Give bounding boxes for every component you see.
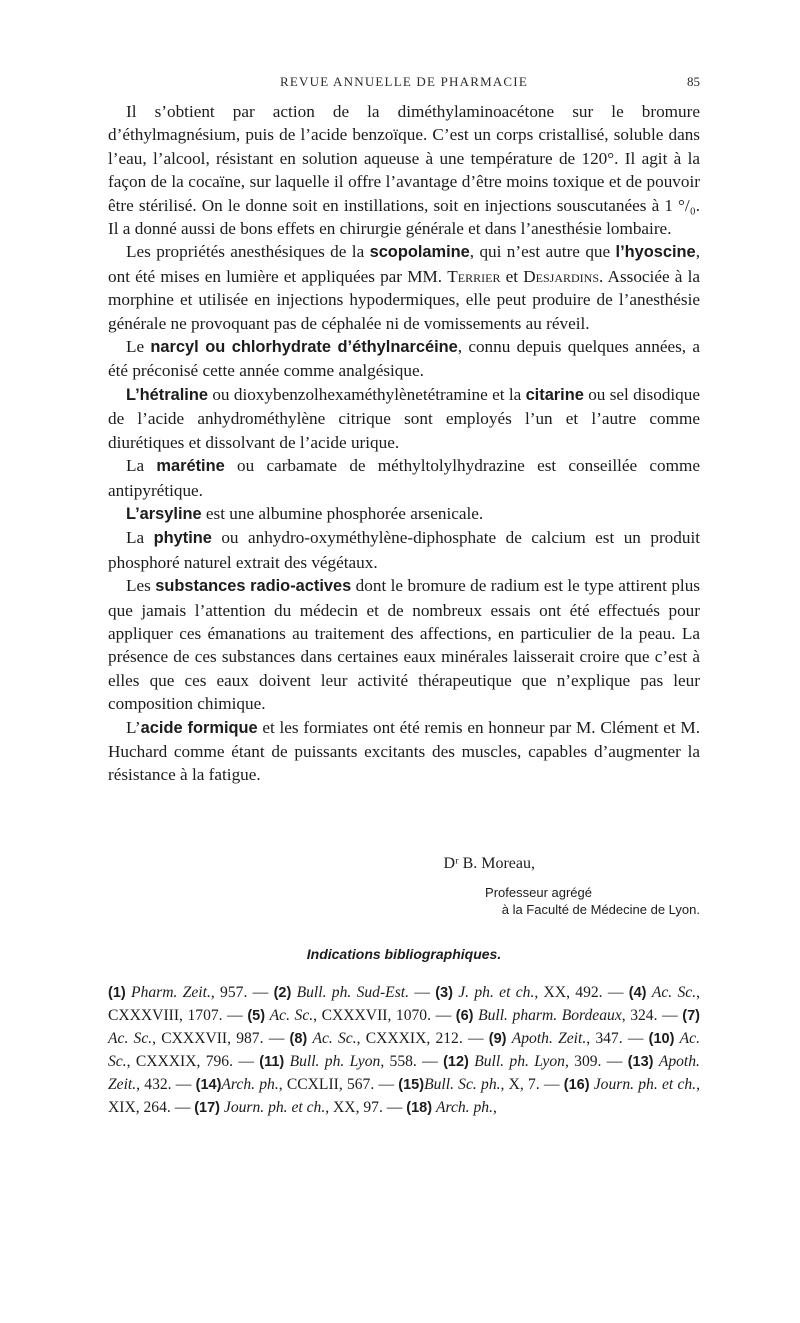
text-run: ou sel disodique de l’acide anhydrométhylène citrique sont employés l’un et l’autre comme diurétiques et dissolvant de l’acide urique. (108, 384, 700, 452)
journal-title: Bull. ph. Lyon (289, 1052, 381, 1070)
keyword-term: phytine (153, 529, 212, 548)
reference-number: (16) (563, 1076, 590, 1093)
text-run: , CXXXVII, 987. — (152, 1029, 290, 1047)
body-paragraph (108, 502, 700, 526)
text-run: , CXXXVIII, 1707. — (108, 984, 700, 1024)
author-name: Dʳ B. Moreau, (443, 855, 535, 872)
reference-number: (8) (289, 1030, 308, 1047)
text-run: et (500, 266, 524, 286)
text-run: ou carbamate de méthyltolylhydrazine est conseillée comme antipyrétique. (108, 456, 701, 500)
reference-number: (14) (195, 1076, 222, 1093)
reference-number: (18) (406, 1099, 433, 1116)
keyword-term: L’arsyline (126, 504, 202, 523)
text-run: L’ (126, 717, 141, 737)
reference-number: (17) (194, 1099, 220, 1116)
keyword-term: citarine (525, 385, 584, 404)
reference-number: (3) (435, 985, 453, 1001)
journal-title: Bull. pharm. Bordeaux (478, 1006, 622, 1024)
journal-title: Bull. ph. Lyon (474, 1052, 565, 1070)
text-run: , (492, 1098, 497, 1116)
reference-number: (13) (627, 1053, 654, 1070)
bibliography-heading: Indications bibliographiques. (306, 946, 502, 962)
reference-number: (5) (247, 1007, 266, 1024)
reference-number: (1) (108, 985, 126, 1001)
running-title: REVUE ANNUELLE DE PHARMACIE (280, 74, 528, 89)
journal-title: Journ. ph. et ch. (593, 1075, 697, 1093)
text-run: et les formiates ont été remis en honneur par M. Clément et M. Huchard comme étant de puissants excitants des muscles, capables d’augmenter la résistance à la fatigue. (108, 717, 700, 785)
journal-title: Arch. ph. (435, 1098, 493, 1116)
journal-title: Bull. Sc. ph. (424, 1075, 501, 1093)
person-name: Desjardins (523, 266, 599, 286)
text-run: ou anhydro-oxyméthylène-diphosphate de calcium est un produit phosphoré naturel extrait des végétaux. (108, 528, 700, 572)
text-run: , qui n’est autre que (469, 242, 616, 262)
text-run: , X, 7. — (500, 1075, 564, 1093)
author-affiliation: à la Faculté de Médecine de Lyon. (501, 902, 700, 917)
text-run: La (126, 528, 154, 548)
text-run: , 432. — (136, 1075, 196, 1093)
text-run: Le (126, 337, 151, 357)
bibliography-paragraph (108, 982, 700, 1119)
page-number: 85 (687, 74, 700, 89)
text-run: Les (126, 576, 156, 596)
journal-title: J. ph. et ch. (458, 984, 535, 1001)
reference-number: (7) (682, 1007, 700, 1024)
body-paragraph (108, 240, 700, 335)
article-body (108, 100, 700, 787)
body-paragraph (108, 526, 700, 574)
reference-number: (6) (455, 1007, 474, 1024)
text-run: , 957. — (210, 984, 274, 1001)
text-run: , XIX, 264. — (108, 1075, 700, 1116)
author-title: Professeur agrégé (485, 885, 592, 900)
text-run: , CCXLII, 567. — (278, 1075, 399, 1093)
page-header (108, 74, 700, 92)
journal-title: Arch. ph. (221, 1075, 279, 1093)
keyword-term: narcyl ou chlorhydrate d’éthylnarcéine (150, 338, 458, 357)
text-run: , XX, 492. — (534, 984, 629, 1001)
journal-title: Journ. ph. et ch. (223, 1098, 326, 1116)
text-run: , 324. — (621, 1006, 683, 1024)
keyword-term: l’hyoscine (615, 243, 696, 262)
text-run: — (409, 984, 436, 1001)
body-paragraph (108, 454, 700, 502)
text-run: . Associée à la morphine et utilisée en injections hypodermiques, elle peut produire de l’anesthésie générale ne provoquant pas de céphalée ni de vomissements au réveil. (108, 266, 700, 333)
text-run: , 347. — (586, 1029, 649, 1047)
text-run: ou dioxybenzolhexaméthylènetétramine et la (207, 384, 526, 404)
journal-title: Ac. Sc. (108, 1029, 701, 1070)
keyword-term: marétine (156, 457, 225, 476)
body-paragraph (108, 335, 700, 383)
text-run: est une albumine phosphorée arsenicale. (201, 503, 484, 523)
text-run: Il s’obtient par action de la diméthylaminoacétone sur le bromure d’éthylmagnésium, puis de l’acide benzoïque. C’est un corps cristallisé, soluble dans l’eau, l’alcool, résistant en solution aqueuse à une température de 120°. Il agit à la façon de la cocaïne, sur laquelle il offre l’avantage d’être moins toxique et de pouvoir être stérilisé. On le donne soit en instillations, soit en injections souscutanées à 1 °/₀. Il a donné aussi de bons effets en chirurgie générale et dans l’anesthésie lombaire. (108, 102, 700, 239)
text-run: , XX, 97. — (325, 1098, 407, 1116)
keyword-term: scopolamine (369, 243, 470, 262)
text-run: , connu depuis quelques années, a été préconisé cette année comme analgésique. (108, 337, 700, 381)
journal-title: Apoth. Zeit. (108, 1052, 700, 1093)
text-run: dont le bromure de radium est le type attirent plus que jamais l’attention du médecin et de nombreux essais ont été effectués pour appliquer ces émanations au traitement des affections, en particulier de la peau. La présence de ces substances dans certaines eaux minérales laisserait croire que c’est à elles que ces eaux doivent leur activité thérapeutique que n’explique pas leur composition chimique. (108, 576, 700, 714)
reference-number: (2) (273, 985, 292, 1001)
reference-number: (10) (648, 1030, 675, 1047)
text-run: , 309. — (564, 1052, 628, 1070)
journal-title: Ac. Sc. (269, 1006, 314, 1024)
body-paragraph (108, 100, 700, 240)
text-run: , CXXXIX, 796. — (126, 1052, 260, 1070)
text-run: Les propriétés anesthésiques de la (126, 242, 370, 262)
journal-title: Pharm. Zeit. (131, 984, 211, 1001)
reference-number: (4) (628, 985, 647, 1001)
bibliography-list (108, 982, 700, 1119)
body-paragraph (108, 383, 700, 454)
reference-number: (15) (398, 1076, 425, 1093)
text-run: , 558. — (380, 1052, 444, 1070)
text-run: , CXXXVII, 1070. — (313, 1006, 456, 1024)
text-run: La (126, 456, 157, 476)
reference-number: (9) (488, 1030, 507, 1047)
reference-number: (12) (443, 1053, 469, 1070)
keyword-term: substances radio-actives (155, 577, 352, 596)
journal-title: Bull. ph. Sud-Est. (296, 984, 410, 1001)
journal-title: Ac. Sc. (312, 1029, 357, 1047)
body-paragraph (108, 716, 700, 787)
journal-title: Apoth. Zeit. (511, 1029, 587, 1047)
text-run: , ont été mises en lumière et appliquées par MM. (108, 242, 700, 286)
journal-title: Ac. Sc. (108, 1029, 153, 1047)
body-paragraph (108, 574, 700, 715)
keyword-term: acide formique (140, 718, 258, 737)
person-name: Terrier (447, 266, 501, 286)
journal-title: Ac. Sc. (651, 984, 697, 1001)
keyword-term: L’hétraline (126, 385, 208, 404)
reference-number: (11) (259, 1053, 285, 1070)
text-run: , CXXXIX, 212. — (356, 1029, 489, 1047)
author-signature (108, 855, 700, 925)
